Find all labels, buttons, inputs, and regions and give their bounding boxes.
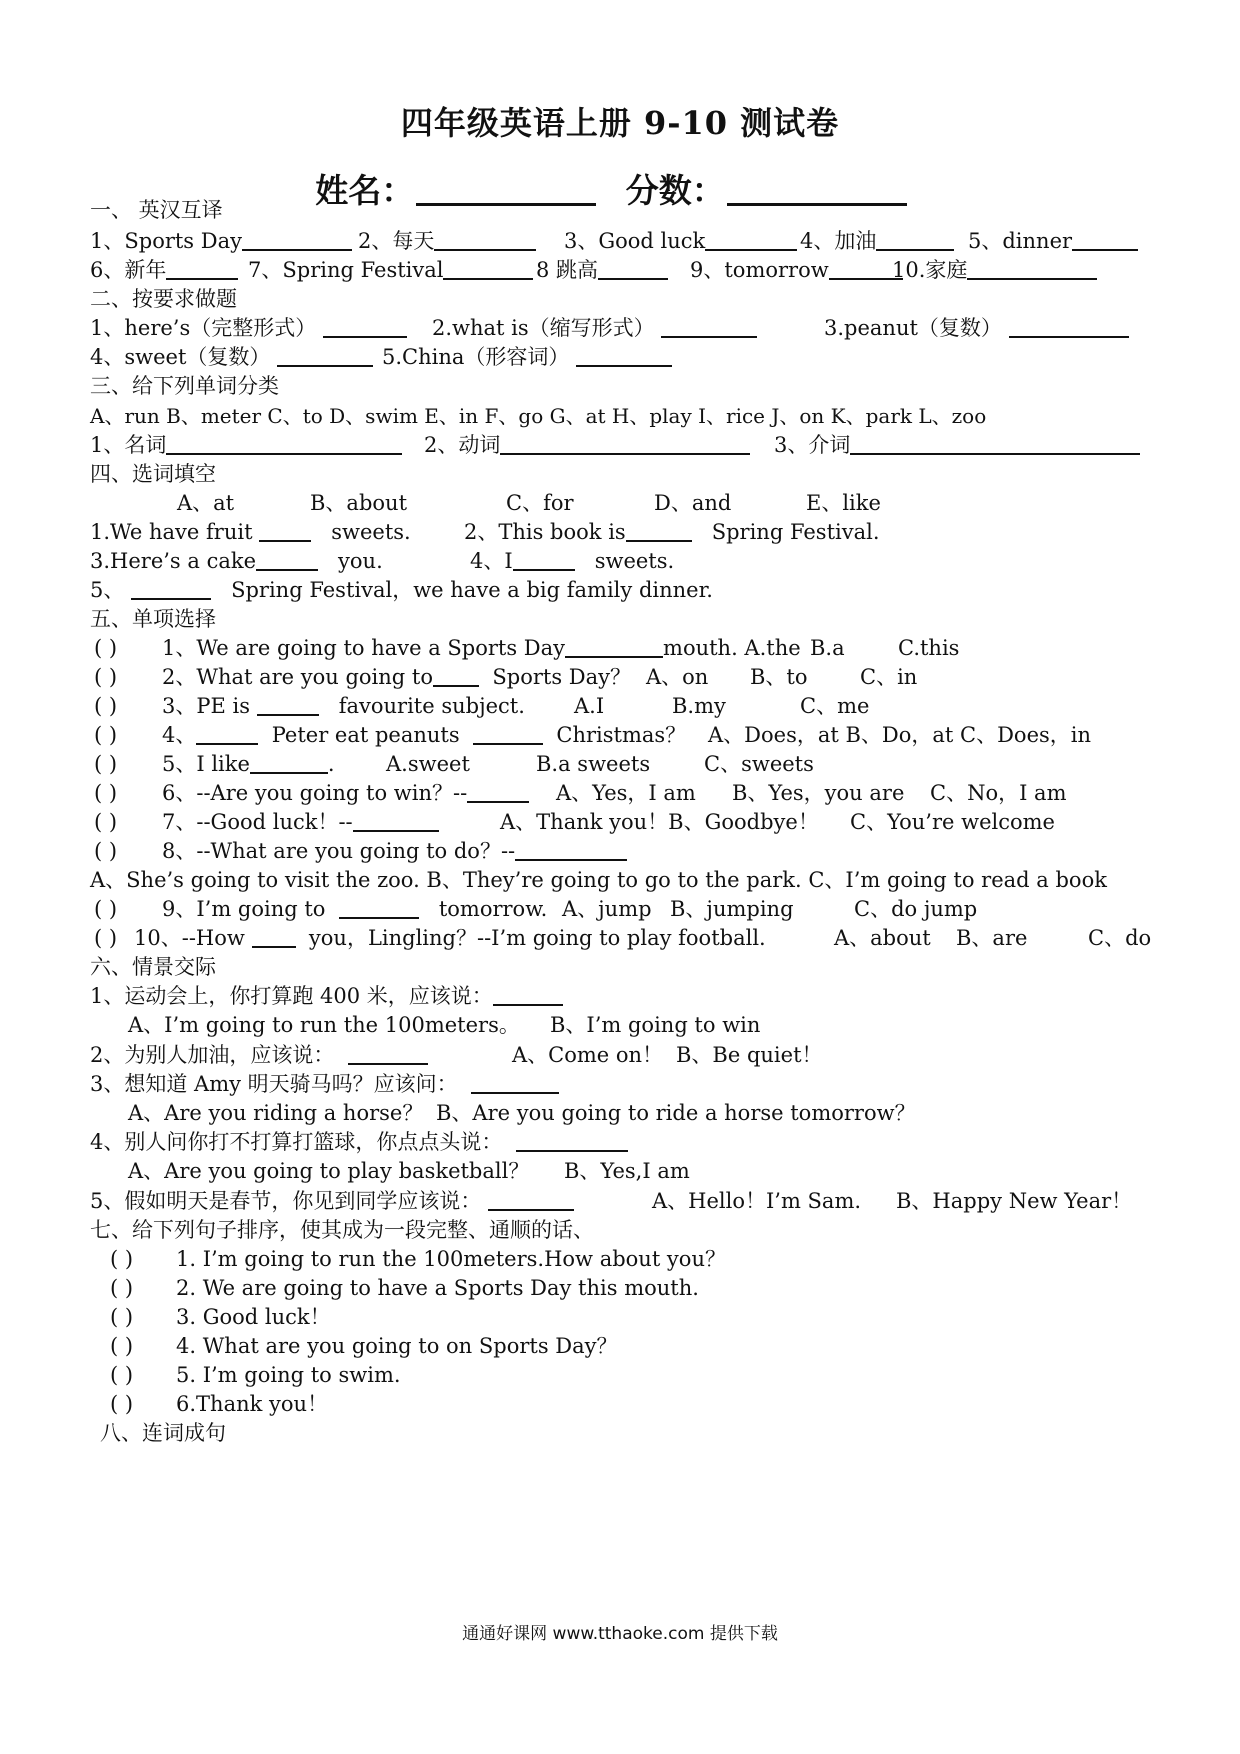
answer-blank[interactable] — [259, 520, 311, 542]
s1-q6: 6、新年 — [90, 256, 238, 284]
answer-paren[interactable]: ( ) — [94, 665, 118, 689]
answer-paren[interactable]: ( ) — [94, 723, 118, 747]
answer-blank[interactable] — [515, 839, 627, 861]
section-5-heading: 五、单项选择 — [90, 607, 216, 631]
answer-paren[interactable]: ( ) — [110, 1247, 134, 1271]
answer-blank[interactable] — [443, 258, 533, 280]
name-label: 姓名： — [315, 171, 415, 210]
s7-item-6: ( ) 6.Thank you！ — [110, 1392, 329, 1416]
s1-q4: 4、加油 — [800, 227, 954, 255]
section-3-words: A、run B、meter C、to D、swim E、in F、go G、at H、play I、rice J、on K、park L、zoo — [90, 404, 987, 428]
s1-q7: 7、Spring Festival — [248, 256, 533, 284]
section-4-heading: 四、选词填空 — [90, 462, 216, 486]
section-1-heading: 一、 英汉互译 — [90, 198, 223, 222]
answer-blank[interactable] — [598, 258, 668, 280]
answer-blank[interactable] — [166, 258, 238, 280]
s5-q5: ( ) 5、I like . A.sweet B.a sweets C、sweets — [94, 752, 814, 776]
answer-blank[interactable] — [473, 723, 543, 745]
section-3-heading: 三、给下列单词分类 — [90, 374, 279, 398]
answer-blank[interactable] — [257, 694, 319, 716]
answer-paren[interactable]: ( ) — [94, 694, 118, 718]
s1-q5: 5、dinner — [968, 227, 1138, 255]
answer-paren[interactable]: ( ) — [94, 752, 118, 776]
answer-paren[interactable]: ( ) — [110, 1363, 134, 1387]
answer-blank[interactable] — [256, 549, 318, 571]
s5-q8: ( ) 8、--What are you going to do？-- — [90, 837, 1160, 865]
s5-q8-options: A、She’s going to visit the zoo. B、They’re going to go to the park. C、I’m going to read a book — [90, 868, 1107, 892]
section-2-row-1: 1、here’s（完整形式） 2.what is（缩写形式） 3.peanut（复数） — [90, 314, 1160, 342]
s5-q1: ( ) 1、We are going to have a Sports Day mouth. A.the B.a C.this — [94, 636, 960, 660]
section-4-options: A、at B、about C、for D、and E、like — [177, 491, 881, 515]
answer-blank[interactable] — [467, 781, 529, 803]
answer-blank[interactable] — [876, 229, 954, 251]
s6-q5: 5、假如明天是春节，你见到同学应该说： A、Hello！I’m Sam. B、Happy New Year！ — [90, 1189, 1133, 1213]
answer-blank[interactable] — [434, 229, 536, 251]
s5-q6: ( ) 6、--Are you going to win？-- A、Yes，I am B、Yes，you are C、No，I am — [94, 781, 1067, 805]
s6-q1: 1、运动会上，你打算跑 400 米，应该说： — [90, 982, 1160, 1010]
answer-blank[interactable] — [196, 723, 258, 745]
answer-blank[interactable] — [626, 520, 692, 542]
section-2-heading: 二、按要求做题 — [90, 287, 237, 311]
s7-item-5: ( ) 5. I’m going to swim. — [110, 1363, 401, 1387]
s1-q10: 10.家庭 — [892, 256, 1097, 284]
answer-blank[interactable] — [661, 316, 757, 338]
answer-blank[interactable] — [277, 345, 373, 367]
section-4-row-2: 3.Here’s a cake you. 4、I sweets. — [90, 549, 675, 573]
answer-blank[interactable] — [348, 1043, 428, 1065]
s1-q8: 8 跳高 — [536, 256, 668, 284]
s5-q9: ( ) 9、I’m going to tomorrow. A、jump B、jumping C、do jump — [94, 897, 978, 921]
section-8-heading: 八、连词成句 — [100, 1421, 226, 1445]
answer-blank[interactable] — [471, 1072, 559, 1094]
section-1-row-1 — [90, 227, 1160, 255]
s1-q2: 2、每天 — [358, 227, 536, 255]
s6-q1-options: A、I’m going to run the 100meters。 B、I’m going to win — [128, 1013, 761, 1037]
s6-q2: 2、为别人加油，应该说： A、Come on！ B、Be quiet！ — [90, 1043, 823, 1067]
answer-blank[interactable] — [166, 433, 402, 455]
section-4-row-1: 1.We have fruit sweets. 2、This book is Spring Festival. — [90, 520, 880, 544]
s5-q7: ( ) 7、--Good luck！-- A、Thank you！B、Goodbye！ C、You’re welcome — [94, 810, 1055, 834]
s5-q3: ( ) 3、PE is favourite subject. A.I B.my C、me — [94, 694, 870, 718]
answer-blank[interactable] — [1009, 316, 1129, 338]
answer-blank[interactable] — [513, 549, 575, 571]
s7-item-4: ( ) 4. What are you going to on Sports Day？ — [110, 1334, 618, 1358]
page-footer: 通通好课网 www.tthaoke.com 提供下载 — [462, 1624, 778, 1644]
s1-q9: 9、tomorrow — [690, 256, 903, 284]
answer-paren[interactable]: ( ) — [94, 810, 118, 834]
s7-item-2: ( ) 2. We are going to have a Sports Day this mouth. — [110, 1276, 699, 1300]
s5-q2: ( ) 2、What are you going to Sports Day？ A、on B、to C、in — [94, 665, 918, 689]
section-1-row-2 — [90, 256, 1160, 284]
answer-blank[interactable] — [576, 345, 672, 367]
section-7-heading: 七、给下列句子排序，使其成为一段完整、通顺的话、 — [90, 1218, 594, 1242]
answer-blank[interactable] — [850, 433, 1140, 455]
answer-blank[interactable] — [493, 984, 563, 1006]
s6-q3: 3、想知道 Amy 明天骑马吗？应该问： — [90, 1070, 1160, 1098]
answer-blank[interactable] — [250, 752, 328, 774]
answer-blank[interactable] — [1072, 229, 1138, 251]
s6-q3-options: A、Are you riding a horse？ B、Are you going to ride a horse tomorrow？ — [128, 1101, 916, 1125]
section-4-row-3: 5、 Spring Festival，we have a big family dinner. — [90, 578, 713, 602]
section-6-heading: 六、情景交际 — [90, 955, 216, 979]
answer-blank[interactable] — [500, 433, 750, 455]
worksheet-title: 四年级英语上册 9-10 测试卷 — [400, 104, 840, 142]
section-3-row-1: 1、名词 2、动词 3、介词 — [90, 431, 1160, 459]
answer-blank[interactable] — [565, 636, 663, 658]
answer-paren[interactable]: ( ) — [110, 1305, 134, 1329]
answer-blank[interactable] — [967, 258, 1097, 280]
s1-q3: 3、Good luck — [564, 227, 797, 255]
answer-blank[interactable] — [252, 926, 296, 948]
answer-blank[interactable] — [516, 1130, 628, 1152]
answer-blank[interactable] — [242, 229, 352, 251]
score-label: 分数： — [625, 171, 725, 210]
answer-blank[interactable] — [131, 578, 211, 600]
s7-item-3: ( ) 3. Good luck！ — [110, 1305, 331, 1329]
s7-item-1: ( ) 1. I’m going to run the 100meters.How about you？ — [110, 1247, 726, 1271]
answer-blank[interactable] — [323, 316, 407, 338]
s5-q10: ( ) 10、--How you，Lingling？--I’m going to play football. A、about B、are C、do — [94, 926, 1152, 950]
answer-paren[interactable]: ( ) — [110, 1334, 134, 1358]
answer-paren[interactable]: ( ) — [110, 1392, 134, 1416]
answer-paren[interactable]: ( ) — [110, 1276, 134, 1300]
answer-paren[interactable]: ( ) — [94, 926, 118, 950]
section-2-row-2: 4、sweet（复数） 5.China（形容词） — [90, 343, 1160, 371]
answer-paren[interactable]: ( ) — [94, 781, 118, 805]
answer-blank[interactable] — [705, 229, 797, 251]
s6-q4-options: A、Are you going to play basketball？ B、Yes,I am — [128, 1159, 690, 1183]
s1-q1: 1、Sports Day — [90, 227, 352, 255]
answer-blank[interactable] — [488, 1189, 574, 1211]
answer-paren[interactable]: ( ) — [94, 636, 118, 660]
s5-q4: ( ) 4、 Peter eat peanuts Christmas？ A、Does，at B、Do，at C、Does，in — [94, 723, 1092, 747]
answer-paren[interactable]: ( ) — [94, 839, 118, 863]
answer-blank[interactable] — [353, 810, 439, 832]
answer-blank[interactable] — [339, 897, 419, 919]
s6-q4: 4、别人问你打不打算打篮球，你点点头说： — [90, 1128, 1160, 1156]
answer-blank[interactable] — [433, 665, 479, 687]
answer-paren[interactable]: ( ) — [94, 897, 118, 921]
